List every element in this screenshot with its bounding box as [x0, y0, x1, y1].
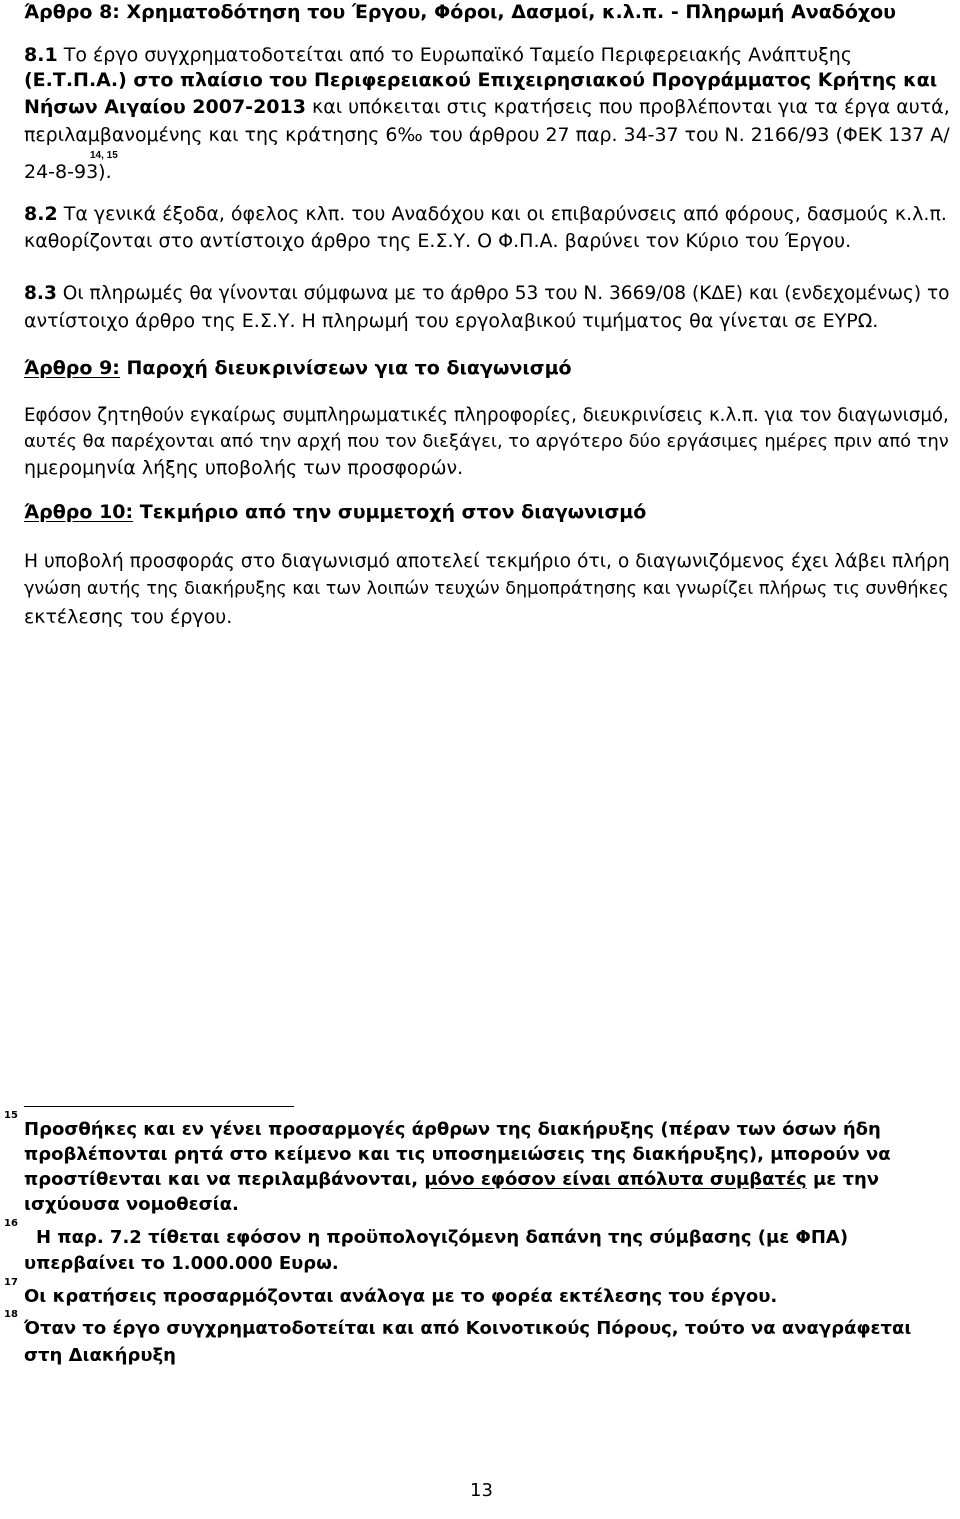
footnote-15-line-3-b: με την — [806, 1169, 880, 1190]
footnote-16-number: 16 — [4, 1218, 18, 1229]
article-9-heading: Παροχή διευκρινίσεων για το διαγωνισμό — [119, 357, 572, 379]
page-number: 13 — [470, 1480, 493, 1501]
footnote-15-line-3-a: προστίθενται και να περιλαμβάνονται, — [24, 1169, 425, 1190]
para-8-2-line-1 — [24, 202, 947, 226]
article-9-line-1: Εφόσον ζητηθούν εγκαίρως συμπληρωματικές πληροφορίες, διευκρινίσεις κ.λ.π. για τον διαγωνισμό, — [24, 405, 949, 426]
para-8-1-line-1-text: Το έργο συγχρηματοδοτείται από το Ευρωπαϊκό Ταμείο Περιφερειακής Ανάπτυξης — [63, 44, 852, 66]
para-8-3-line-2: αντίστοιχο άρθρο της Ε.Σ.Υ. Η πληρωμή του εργολαβικού τιμήματος θα γίνεται σε ΕΥΡΩ. — [24, 310, 879, 332]
footnote-17-number: 17 — [4, 1277, 18, 1288]
article-10-title — [24, 500, 646, 524]
footnote-15-emphasis: μόνο εφόσον είναι απόλυτα συμβατές — [424, 1169, 807, 1190]
article-9-title — [24, 356, 572, 380]
para-8-1-line-3 — [24, 95, 950, 119]
footnote-16-line-1: Η παρ. 7.2 τίθεται εφόσον η προϋπολογιζόμενη δαπάνη της σύμβασης (με ΦΠΑ) — [36, 1227, 849, 1248]
footnote-reference-14-15: 14, 15 — [90, 150, 118, 161]
article-9-line-3: ημερομηνία λήξης υποβολής των προσφορών. — [24, 457, 464, 479]
footnote-16-line-2: υπερβαίνει το 1.000.000 Ευρω. — [24, 1253, 339, 1274]
para-8-1-line-4: περιλαμβανομένης και της κράτησης 6‰ του άρθρου 27 παρ. 34-37 του Ν. 2166/93 (ΦΕΚ 137 Α/ — [24, 124, 950, 146]
footnote-15-number: 15 — [4, 1110, 18, 1121]
para-8-1-line-2: (Ε.Τ.Π.Α.) στο πλαίσιο του Περιφερειακού Επιχειρησιακού Προγράμματος Κρήτης και — [24, 69, 938, 91]
article-9-label: Άρθρο 9: — [24, 357, 120, 379]
para-8-3-number: 8.3 — [24, 283, 57, 304]
para-8-3-line-1-text: Οι πληρωμές θα γίνονται σύμφωνα με το άρθρο 53 του Ν. 3669/08 (ΚΔΕ) και (ενδεχομένως) το — [56, 283, 950, 304]
para-8-2-line-2: καθορίζονται στο αντίστοιχο άρθρο της Ε.Σ.Υ. Ο Φ.Π.Α. βαρύνει τον Κύριο του Έργου. — [24, 230, 852, 252]
article-10-line-2: γνώση αυτής της διακήρυξης και των λοιπών τευχών δημοπράτησης και γνωρίζει πλήρως τις συνθήκες — [24, 579, 949, 599]
article-10-label: Άρθρο 10: — [24, 501, 134, 523]
footnote-15-line-3 — [24, 1168, 879, 1192]
programme-name: Νήσων Αιγαίου 2007-2013 — [24, 96, 306, 118]
footnote-18-line-1: Όταν το έργο συγχρηματοδοτείται και από Κοινοτικούς Πόρους, τούτο να αναγράφεται — [24, 1318, 912, 1339]
para-8-1-line-5: 24-8-93). — [24, 161, 112, 183]
para-8-1-line-1 — [24, 43, 852, 67]
para-8-2-line-1-text: Τα γενικά έξοδα, όφελος κλπ. του Αναδόχου και οι επιβαρύνσεις από φόρους, δασμούς κ.λ.π. — [57, 203, 947, 225]
footnote-15-line-4: ισχύουσα νομοθεσία. — [24, 1194, 239, 1215]
footnote-15-line-1: Προσθήκες και εν γένει προσαρμογές άρθρων της διακήρυξης (πέραν των όσων ήδη — [24, 1119, 881, 1140]
article-10-line-3: εκτέλεσης του έργου. — [24, 606, 233, 628]
article-10-heading: Τεκμήριο από την συμμετοχή στον διαγωνισμό — [133, 501, 647, 523]
para-8-2-number: 8.2 — [24, 203, 58, 225]
article-10-line-1: Η υποβολή προσφοράς στο διαγωνισμό αποτελεί τεκμήριο ότι, ο διαγωνιζόμενος έχει λάβει πλήρη — [24, 551, 950, 572]
para-8-1-line-3-text: και υπόκειται στις κρατήσεις που προβλέπονται για τα έργα αυτά, — [305, 96, 950, 118]
article-9-line-2: αυτές θα παρέχονται από την αρχή που τον διεξάγει, το αργότερο δύο εργάσιμες ημέρες πριν από την — [24, 431, 949, 452]
footnote-separator — [24, 1106, 294, 1107]
article-8-title: Άρθρο 8: Χρηματοδότηση του Έργου, Φόροι, Δασμοί, κ.λ.π. - Πληρωμή Αναδόχου — [24, 1, 897, 23]
footnote-18-line-2: στη Διακήρυξη — [24, 1345, 176, 1366]
footnote-17-line-1: Οι κρατήσεις προσαρμόζονται ανάλογα με το φορέα εκτέλεσης του έργου. — [24, 1286, 778, 1307]
para-8-1-number: 8.1 — [24, 44, 58, 66]
footnote-18-number: 18 — [4, 1309, 18, 1320]
para-8-3-line-1 — [24, 282, 950, 306]
footnote-15-line-2: προβλέπονται ρητά στο κείμενο και τις υποσημειώσεις της διακήρυξης), μπορούν να — [24, 1144, 891, 1165]
